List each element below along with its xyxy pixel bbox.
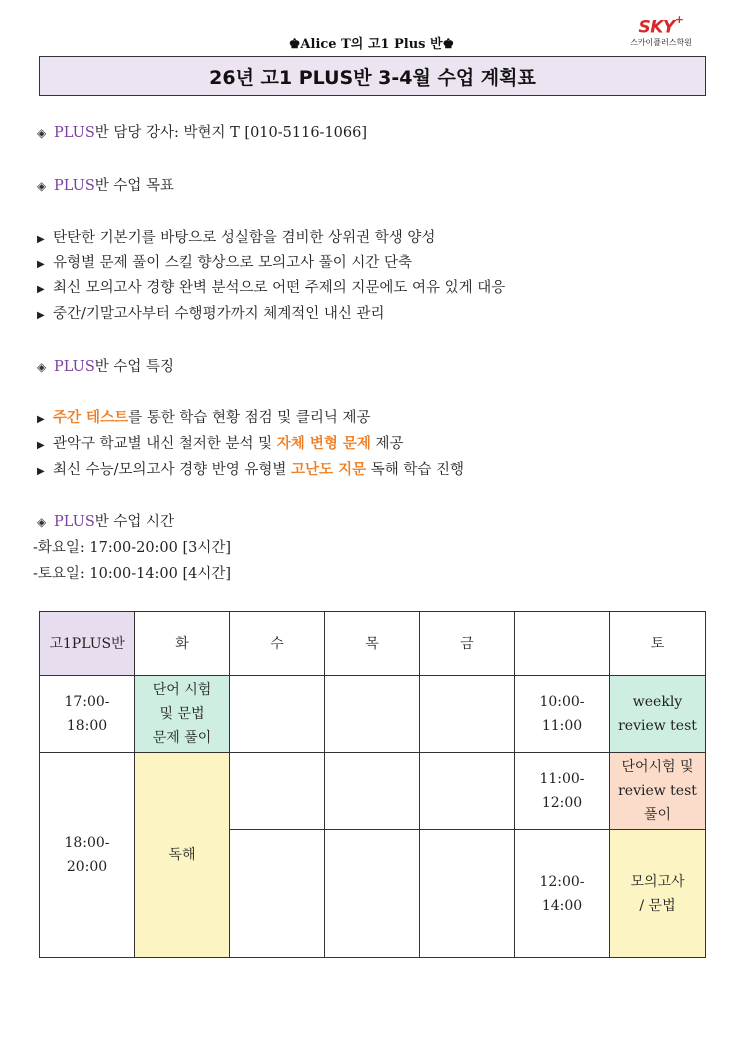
class-time-heading: ◈ PLUS반 수업 시간 (37, 514, 175, 530)
empty-cell (230, 753, 325, 830)
tue-slot-vocab: 단어 시험 및 문법 문제 풀이 (135, 676, 230, 753)
day-header-tue: 화 (135, 612, 230, 676)
table-row (40, 676, 706, 753)
diamond-bullet-icon: ◈ (37, 515, 47, 529)
title-banner (39, 56, 706, 96)
empty-cell (230, 830, 325, 958)
logo-subtitle: 스카이플러스학원 (630, 37, 692, 47)
day-header-sat: 토 (610, 612, 706, 676)
sat-slot-mock-exam: 모의고사 / 문법 (610, 830, 706, 958)
day-header-wed: 수 (230, 612, 325, 676)
triangle-bullet-icon: ▶ (37, 259, 45, 270)
feature-item: ▶ 주간 테스트를 통한 학습 현황 점검 및 클리닉 제공 (37, 409, 371, 426)
day-header-thu: 목 (325, 612, 420, 676)
tue-time-cell: 17:00- 18:00 (40, 676, 135, 753)
goal-item: ▶ 유형별 문제 풀이 스킬 향상으로 모의고사 풀이 시간 단축 (37, 255, 413, 271)
empty-cell (420, 753, 515, 830)
day-header-fri: 금 (420, 612, 515, 676)
sat-time-cell: 12:00- 14:00 (515, 830, 610, 958)
tue-time-cell: 18:00- 20:00 (40, 753, 135, 958)
corner-cell: 고1PLUS반 (40, 612, 135, 676)
empty-cell (420, 830, 515, 958)
day-header-blank (515, 612, 610, 676)
sat-slot-weekly-test: weekly review test (610, 676, 706, 753)
triangle-bullet-icon: ▶ (37, 310, 45, 321)
triangle-bullet-icon: ▶ (37, 466, 45, 477)
empty-cell (325, 830, 420, 958)
goal-item: ▶ 중간/기말고사부터 수행평가까지 체계적인 내신 관리 (37, 306, 385, 322)
class-time-tuesday: -화요일: 17:00-20:00 [3시간] (33, 540, 232, 556)
diamond-bullet-icon: ◈ (37, 360, 47, 374)
sat-slot-review: 단어시험 및 review test 풀이 (610, 753, 706, 830)
empty-cell (325, 753, 420, 830)
class-time-saturday: -토요일: 10:00-14:00 [4시간] (33, 566, 232, 582)
diamond-bullet-icon: ◈ (37, 179, 47, 193)
feature-item: ▶ 관악구 학교별 내신 철저한 분석 및 자체 변형 문제 제공 (37, 435, 404, 452)
empty-cell (420, 676, 515, 753)
feature-item: ▶ 최신 수능/모의고사 경향 반영 유형별 고난도 지문 독해 학습 진행 (37, 461, 465, 478)
top-title: ♚Alice T의 고1 Plus 반♚ (288, 37, 455, 52)
features-heading: ◈ PLUS반 수업 특징 (37, 359, 175, 375)
triangle-bullet-icon: ▶ (37, 284, 45, 295)
academy-logo (616, 13, 706, 48)
sat-time-cell: 10:00- 11:00 (515, 676, 610, 753)
schedule-table (39, 611, 706, 958)
teacher-line: ◈ PLUS반 담당 강사: 박현지 T [010-5116-1066] (37, 125, 367, 141)
logo-mark: SKY+ (638, 13, 684, 38)
triangle-bullet-icon: ▶ (37, 234, 45, 245)
goal-item: ▶ 탄탄한 기본기를 바탕으로 성실함을 겸비한 상위권 학생 양성 (37, 230, 436, 246)
page-title: 26년 고1 PLUS반 3-4월 수업 계획표 (209, 66, 536, 89)
table-row (40, 753, 706, 830)
goals-heading: ◈ PLUS반 수업 목표 (37, 178, 175, 194)
table-header-row (40, 612, 706, 676)
triangle-bullet-icon: ▶ (37, 414, 45, 425)
goal-item: ▶ 최신 모의고사 경향 완벽 분석으로 어떤 주제의 지문에도 여유 있게 대응 (37, 280, 506, 296)
empty-cell (230, 676, 325, 753)
tue-slot-reading: 독해 (135, 753, 230, 958)
empty-cell (325, 676, 420, 753)
diamond-bullet-icon: ◈ (37, 126, 47, 140)
sat-time-cell: 11:00- 12:00 (515, 753, 610, 830)
triangle-bullet-icon: ▶ (37, 440, 45, 451)
